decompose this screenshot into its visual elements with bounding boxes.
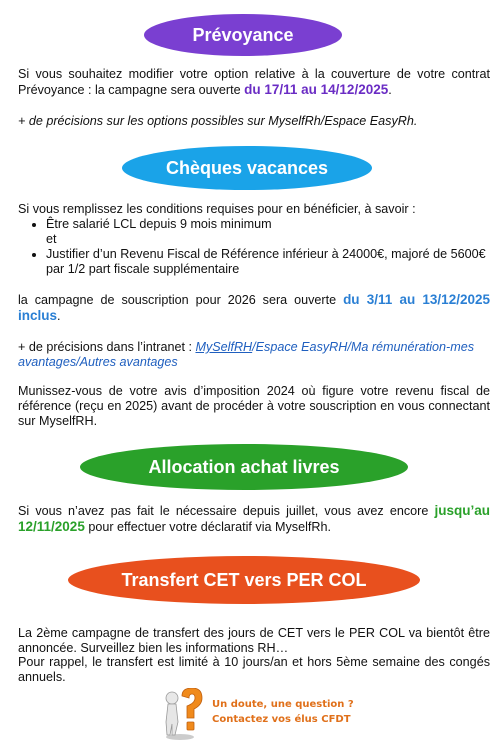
cheques-conditions [18, 217, 490, 277]
prevoyance-text: Si vous souhaitez modifier votre option relative à la couverture de votre contrat Prévoyance : la campagne sera ouverte du 17/11 au 14/12/2025. [18, 67, 490, 97]
condition-2: • Justifier d’un Revenu Fiscal de Référence inférieur à 24000€, majoré de 5600€ par 1/2 part fiscale supplémentaire [46, 247, 490, 277]
cheques-campaign-dates: du 3/11 au 13/12/2025 inclus [18, 292, 490, 323]
livres-title-pill [80, 444, 408, 490]
footer-question: Un doute, une question ? [212, 699, 354, 710]
prevoyance-title-pill [144, 14, 342, 56]
cheques-title-pill [122, 146, 372, 190]
cheques-precisions: + de précisions dans l’intranet : MySelfRH/Espace EasyRH/Ma rémunération-mes avantages/Autres avantages [18, 340, 475, 369]
cet-title-pill [68, 556, 420, 604]
livres-deadline: jusqu’au 12/11/2025 [18, 503, 490, 534]
prevoyance-title: Prévoyance [192, 25, 294, 45]
cheques-avis: Munissez-vous de votre avis d’imposition 2024 où figure votre revenu fiscal de référence (reçu en 2025) avant de procéder à votre souscription en vous connectant sur MyselfRH. [18, 384, 490, 428]
cet-rappel: Pour rappel, le transfert est limité à 10 jours/an et hors 5ème semaine des congés annuels. [18, 655, 490, 684]
cet-text: La 2ème campagne de transfert des jours de CET vers le PER COL va bientôt être annoncée. Surveillez bien les informations RH… [18, 626, 490, 655]
footer-text [212, 697, 354, 727]
cheques-intro: Si vous remplissez les conditions requises pour en bénéficier, à savoir : [18, 202, 416, 216]
livres-text: Si vous n’avez pas fait le nécessaire depuis juillet, vous avez encore jusqu’au 12/11/2025 pour effectuer votre déclaratif via MyselfRh. [18, 503, 490, 534]
livres-title: Allocation achat livres [148, 457, 340, 477]
prevoyance-details: + de précisions sur les options possibles sur MyselfRh/Espace EasyRh. [18, 114, 418, 128]
cheques-campaign: la campagne de souscription pour 2026 sera ouverte du 3/11 au 13/12/2025 inclus. [18, 292, 490, 323]
footer-contact: Contactez vos élus CFDT [212, 714, 351, 725]
prevoyance-dates: du 17/11 au 14/12/2025 [244, 82, 389, 97]
cheques-title: Chèques vacances [165, 158, 329, 178]
intranet-path[interactable]: /Espace EasyRH/Ma rémunération-mes avantages/Autres avantages [18, 340, 475, 369]
condition-1: • Être salarié LCL depuis 9 mois minimum [46, 217, 490, 232]
myselfrh-link[interactable]: MySelfRH [195, 340, 253, 354]
condition-and: et [46, 232, 57, 246]
cet-title: Transfert CET vers PER COL [121, 570, 367, 590]
question-figure-icon [160, 688, 208, 740]
